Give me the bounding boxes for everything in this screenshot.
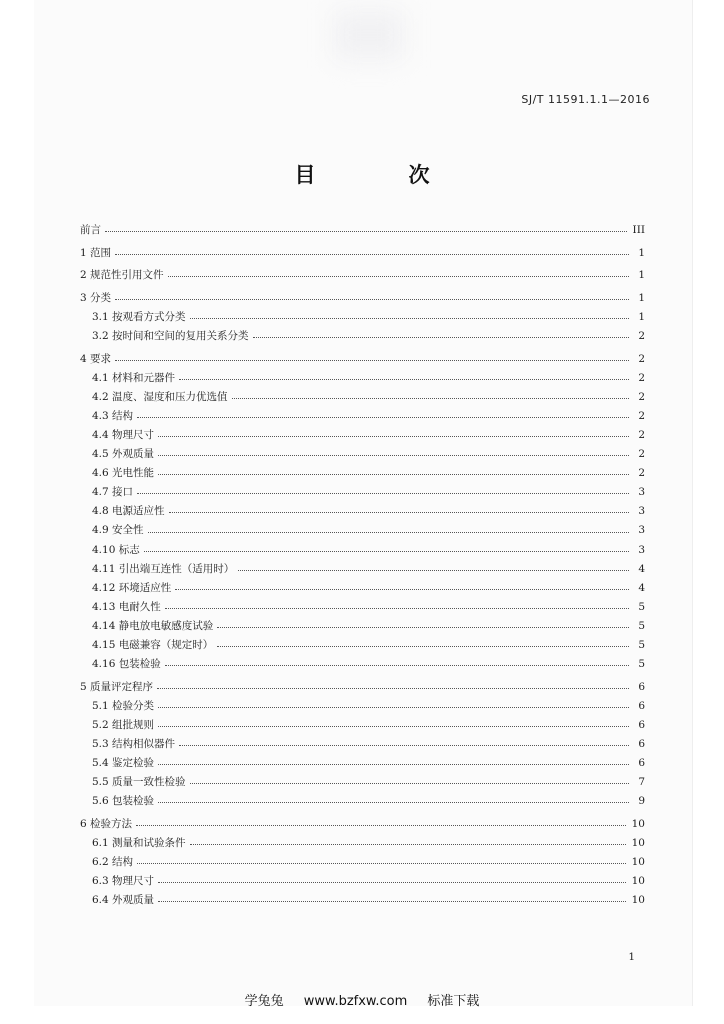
toc-entry-page: III	[632, 224, 645, 236]
toc-dot-leader	[158, 707, 629, 708]
toc-dot-leader	[158, 726, 629, 727]
toc-entry[interactable]	[80, 289, 645, 308]
toc-entry-page: 2	[638, 390, 645, 403]
toc-entry-label: 4.11 引出端互连性（适用时）	[92, 562, 235, 575]
toc-dot-leader	[158, 455, 629, 456]
toc-entry-label: 4.9 安全性	[92, 524, 144, 537]
page-number: 1	[628, 951, 635, 963]
footer-url[interactable]: www.bzfxw.com	[303, 994, 408, 1009]
toc-dot-leader	[115, 254, 629, 255]
toc-entry-page: 5	[638, 638, 645, 651]
toc-dot-leader	[253, 337, 629, 338]
toc-entry-label: 5.4 鉴定检验	[92, 757, 155, 770]
toc-dot-leader	[137, 417, 629, 418]
toc-entry[interactable]	[80, 369, 645, 388]
toc-entry-page: 2	[638, 409, 645, 422]
page-title: 目 次	[294, 163, 466, 187]
toc-dot-leader	[238, 570, 629, 571]
toc-entry[interactable]	[80, 244, 645, 263]
toc-dot-leader	[158, 474, 629, 475]
toc-entry[interactable]	[80, 521, 645, 540]
toc-dot-leader	[217, 646, 629, 647]
toc-dot-leader	[137, 863, 626, 864]
toc-entry-page: 3	[638, 486, 645, 499]
toc-entry-page: 6	[638, 737, 645, 750]
toc-entry-page: 1	[638, 310, 645, 323]
toc-entry-page: 3	[638, 543, 645, 556]
scan-artifact	[334, 10, 404, 60]
toc-entry[interactable]	[80, 636, 645, 655]
toc-entry-label: 6.1 测量和试验条件	[92, 836, 186, 849]
toc-dot-leader	[217, 627, 629, 628]
toc-entry-label: 4.1 材料和元器件	[92, 371, 176, 384]
toc-entry-label: 4.5 外观质量	[92, 448, 155, 461]
toc-dot-leader	[105, 231, 627, 232]
toc-entry-label: 4.8 电源适应性	[92, 505, 165, 518]
toc-dot-leader	[165, 608, 629, 609]
toc-entry-page: 2	[638, 371, 645, 384]
toc-dot-leader	[190, 844, 626, 845]
toc-dot-leader	[158, 802, 629, 803]
toc-entry-label: 3.2 按时间和空间的复用关系分类	[92, 329, 249, 342]
toc-entry[interactable]	[80, 598, 645, 617]
toc-entry-page: 1	[638, 246, 645, 259]
toc-entry-page: 1	[638, 269, 645, 282]
toc-entry[interactable]	[80, 773, 645, 792]
toc-entry[interactable]	[80, 891, 645, 910]
toc-entry-page: 10	[631, 875, 645, 888]
toc-entry[interactable]	[80, 697, 645, 716]
toc-entry-page: 2	[638, 448, 645, 461]
toc-dot-leader	[158, 882, 626, 883]
toc-entry-label: 4.12 环境适应性	[92, 581, 172, 594]
toc-entry[interactable]	[80, 815, 645, 834]
toc-entry-label: 6.4 外观质量	[92, 894, 155, 907]
toc-dot-leader	[144, 551, 629, 552]
toc-dot-leader	[179, 379, 629, 380]
toc-entry[interactable]	[80, 655, 645, 674]
toc-entry[interactable]	[80, 834, 645, 853]
toc-dot-leader	[169, 512, 629, 513]
toc-dot-leader	[157, 688, 629, 689]
toc-entry-page: 9	[638, 795, 645, 808]
toc-entry-page: 10	[631, 856, 645, 868]
toc-dot-leader	[136, 825, 626, 826]
toc-entry-page: 10	[631, 894, 645, 907]
toc-entry[interactable]	[80, 872, 645, 891]
toc-dot-leader	[190, 783, 629, 784]
toc-dot-leader	[115, 299, 629, 300]
toc-entry-label: 3 分类	[80, 291, 112, 304]
toc-entry-label: 4.16 包装检验	[92, 658, 161, 671]
toc-dot-leader	[158, 764, 629, 765]
toc-entry[interactable]	[80, 560, 645, 579]
footer-tagline: 标准下载	[427, 994, 480, 1009]
toc-entry[interactable]	[80, 617, 645, 636]
toc-entry-label: 4.10 标志	[92, 543, 140, 556]
toc-entry-label: 3.1 按观看方式分类	[92, 310, 186, 323]
toc-entry-label: 4.7 接口	[92, 486, 134, 499]
toc-entry[interactable]	[80, 464, 645, 483]
toc-dot-leader	[168, 276, 629, 277]
toc-dot-leader	[175, 589, 629, 590]
toc-entry-label: 2 规范性引用文件	[80, 269, 164, 282]
toc-entry-label: 5.1 检验分类	[92, 699, 155, 712]
toc-entry-page: 4	[638, 562, 645, 575]
toc-entry-label: 6 检验方法	[80, 817, 133, 830]
toc-dot-leader	[165, 665, 629, 666]
toc-entry[interactable]	[80, 541, 645, 560]
toc-entry-label: 4.3 结构	[92, 409, 134, 422]
toc-entry-label: 5.2 组批规则	[92, 718, 155, 731]
toc-entry-page: 7	[638, 776, 645, 789]
table-of-contents	[80, 221, 645, 910]
toc-entry-label: 5.5 质量一致性检验	[92, 776, 186, 789]
toc-entry-page: 6	[638, 718, 645, 731]
toc-entry-page: 6	[638, 757, 645, 770]
toc-entry-page: 6	[638, 699, 645, 712]
toc-dot-leader	[137, 493, 629, 494]
toc-dot-leader	[190, 318, 629, 319]
toc-entry-label: 4.15 电磁兼容（规定时）	[92, 638, 214, 651]
toc-entry[interactable]	[80, 388, 645, 407]
toc-dot-leader	[148, 532, 629, 533]
toc-entry-label: 6.2 结构	[92, 856, 134, 868]
toc-entry-label: 4.4 物理尺寸	[92, 428, 155, 441]
toc-dot-leader	[158, 901, 626, 902]
toc-entry-page: 1	[638, 291, 645, 304]
toc-entry-label: 前言	[80, 224, 101, 236]
toc-entry[interactable]	[80, 853, 645, 872]
toc-entry[interactable]	[80, 426, 645, 445]
toc-entry-label: 4.13 电耐久性	[92, 600, 161, 613]
toc-entry-label: 5.6 包装检验	[92, 795, 155, 808]
toc-entry[interactable]	[80, 266, 645, 285]
toc-entry-label: 4.2 温度、湿度和压力优选值	[92, 390, 228, 403]
toc-dot-leader	[115, 360, 629, 361]
toc-entry-page: 10	[631, 817, 645, 830]
toc-entry-label: 5 质量评定程序	[80, 680, 154, 693]
toc-entry-label: 6.3 物理尺寸	[92, 875, 155, 888]
toc-entry[interactable]	[80, 579, 645, 598]
toc-entry-label: 4.6 光电性能	[92, 467, 155, 480]
toc-entry[interactable]	[80, 327, 645, 346]
standard-number: SJ/T 11591.1.1—2016	[521, 93, 650, 106]
toc-entry-page: 2	[638, 329, 645, 342]
toc-entry-page: 5	[638, 619, 645, 632]
toc-entry[interactable]	[80, 754, 645, 773]
toc-entry-page: 3	[638, 524, 645, 537]
toc-entry-page: 10	[631, 836, 645, 849]
toc-entry-page: 3	[638, 505, 645, 518]
toc-entry-label: 4.14 静电放电敏感度试验	[92, 619, 214, 632]
toc-entry-label: 5.3 结构相似器件	[92, 737, 176, 750]
toc-entry-page: 5	[638, 600, 645, 613]
toc-entry-page: 2	[638, 352, 645, 365]
toc-entry[interactable]	[80, 716, 645, 735]
toc-entry-page: 5	[638, 658, 645, 671]
toc-dot-leader	[158, 436, 629, 437]
toc-entry-page: 6	[638, 680, 645, 693]
toc-entry[interactable]	[80, 483, 645, 502]
toc-entry[interactable]	[80, 502, 645, 521]
toc-entry[interactable]	[80, 308, 645, 327]
toc-entry[interactable]	[80, 445, 645, 464]
toc-entry-label: 1 范围	[80, 246, 112, 259]
toc-entry-label: 4 要求	[80, 352, 112, 365]
toc-entry[interactable]	[80, 407, 645, 426]
toc-entry[interactable]	[80, 678, 645, 697]
toc-dot-leader	[232, 398, 629, 399]
footer-site-name: 学兔兔	[244, 994, 284, 1009]
footer	[0, 990, 724, 1009]
toc-dot-leader	[179, 745, 629, 746]
toc-entry[interactable]	[80, 735, 645, 754]
toc-entry-page: 4	[638, 581, 645, 594]
toc-entry[interactable]	[80, 792, 645, 811]
toc-entry-page: 2	[638, 428, 645, 441]
toc-entry[interactable]	[80, 350, 645, 369]
toc-entry[interactable]	[80, 221, 645, 240]
toc-entry-page: 2	[638, 467, 645, 480]
